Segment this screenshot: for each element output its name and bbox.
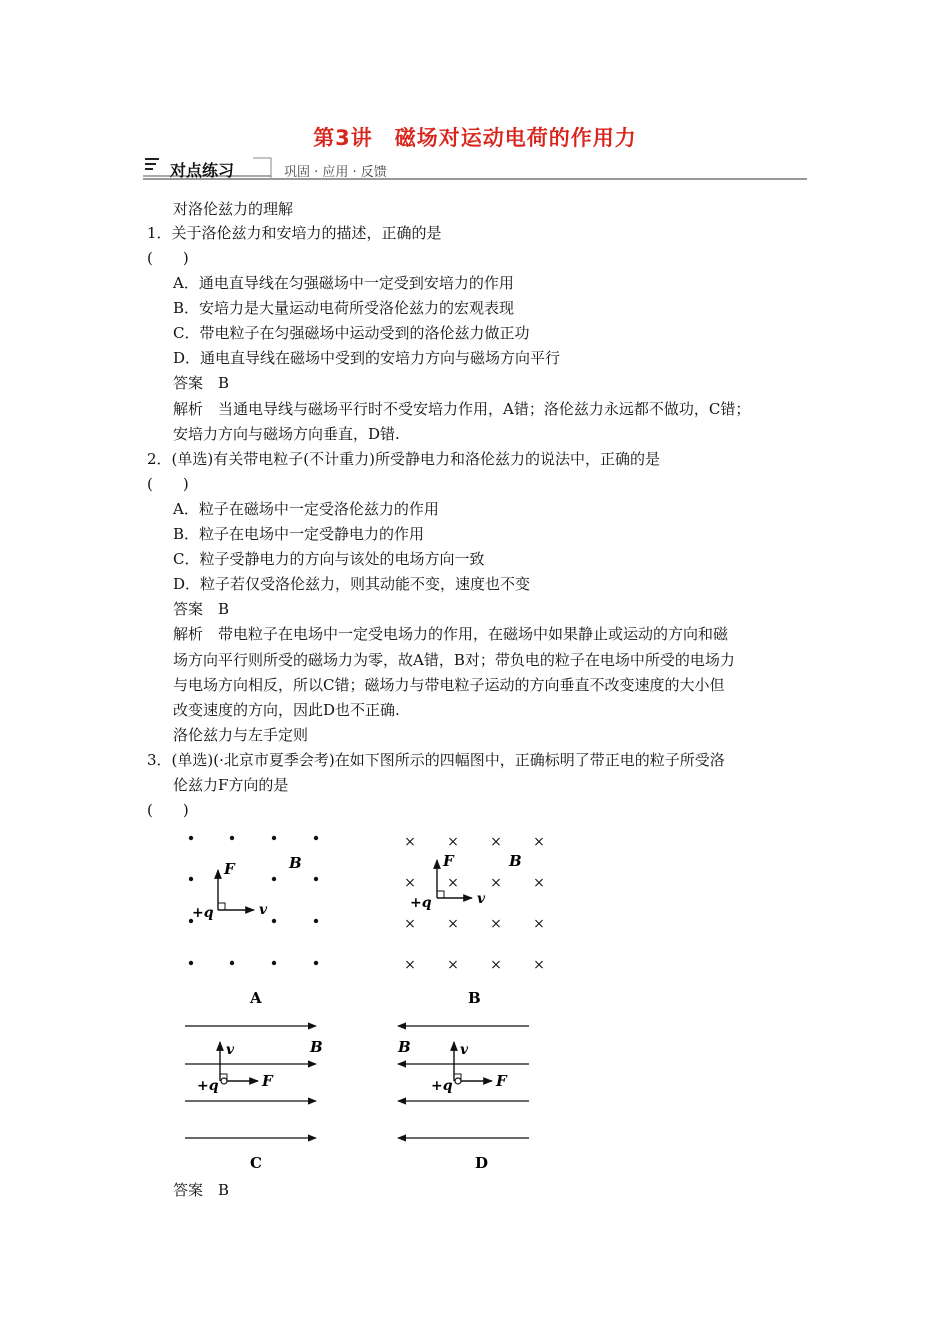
label-up: v xyxy=(460,1042,469,1058)
field-label: B xyxy=(310,1038,323,1056)
svg-text:×: × xyxy=(447,875,459,891)
q1-option-b: B．安培力是大量运动电荷所受洛伦兹力的宏观表现 xyxy=(173,299,515,317)
label-right: v xyxy=(259,902,268,918)
figure-caption: A xyxy=(250,989,262,1007)
q2-option-b: B．粒子在电场中一定受静电力的作用 xyxy=(173,525,425,543)
svg-text:×: × xyxy=(490,916,502,932)
svg-text:×: × xyxy=(404,834,416,850)
charge-label: +q xyxy=(192,905,214,921)
charge-dot xyxy=(455,1078,461,1084)
q2-option-d: D．粒子若仅受洛伦兹力，则其动能不变，速度也不变 xyxy=(173,575,531,593)
figure-b xyxy=(404,834,545,1007)
svg-text:×: × xyxy=(490,957,502,973)
svg-text:×: × xyxy=(447,916,459,932)
q2-paren: ( ) xyxy=(147,475,189,493)
field-label: B xyxy=(289,854,302,872)
q1-stem: 1．关于洛伦兹力和安培力的描述，正确的是 xyxy=(147,224,442,242)
q1-option-c: C．带电粒子在匀强磁场中运动受到的洛伦兹力做正功 xyxy=(173,324,530,342)
section-heading-1: 对洛伦兹力的理解 xyxy=(173,200,294,218)
svg-text:×: × xyxy=(533,916,545,932)
figure-c xyxy=(185,1026,323,1172)
svg-text:×: × xyxy=(533,875,545,891)
q3-paren: ( ) xyxy=(147,801,189,819)
q1-answer: 答案 B xyxy=(173,374,230,392)
label-up: F xyxy=(443,852,454,870)
figure-caption: C xyxy=(250,1154,262,1172)
q3-stem-line1: 3．(单选)(·北京市夏季会考)在如下图所示的四幅图中，正确标明了带正电的粒子所受洛 xyxy=(147,751,725,769)
q2-stem: 2．(单选)有关带电粒子(不计重力)所受静电力和洛伦兹力的说法中，正确的是 xyxy=(147,450,660,468)
charge-label: +q xyxy=(410,895,432,911)
svg-text:×: × xyxy=(490,875,502,891)
q3-answer: 答案 B xyxy=(173,1181,230,1199)
q1-paren: ( ) xyxy=(147,249,189,267)
svg-text:×: × xyxy=(447,957,459,973)
label-right: F xyxy=(496,1072,507,1090)
figure-caption: B xyxy=(468,989,481,1007)
q2-option-c: C．粒子受静电力的方向与该处的电场方向一致 xyxy=(173,550,485,568)
charge-label: +q xyxy=(197,1078,219,1094)
figure-a xyxy=(189,836,318,1007)
q2-analysis-4: 改变速度的方向，因此D也不正确. xyxy=(173,701,400,719)
q2-analysis-3: 与电场方向相反，所以C错；磁场力与带电粒子运动的方向垂直不改变速度的大小但 xyxy=(173,676,725,694)
q1-analysis-1: 解析 当通电导线与磁场平行时不受安培力作用，A错；洛伦兹力永远都不做功，C错； xyxy=(173,400,751,418)
figure-caption: D xyxy=(475,1154,489,1172)
banner-subtitle: 巩固 · 应用 · 反馈 xyxy=(284,165,387,180)
label-right: v xyxy=(477,891,486,907)
q1-analysis-2: 安培力方向与磁场方向垂直，D错. xyxy=(173,425,400,443)
svg-text:×: × xyxy=(404,875,416,891)
banner-label: 对点练习 xyxy=(170,161,235,180)
charge-dot xyxy=(221,1078,227,1084)
field-label: B xyxy=(398,1038,411,1056)
label-right: F xyxy=(262,1072,273,1090)
svg-text:×: × xyxy=(447,834,459,850)
figure-d xyxy=(397,1026,529,1172)
svg-text:×: × xyxy=(404,957,416,973)
label-up: v xyxy=(226,1042,235,1058)
svg-text:×: × xyxy=(533,834,545,850)
svg-text:×: × xyxy=(404,916,416,932)
charge-label: +q xyxy=(431,1078,453,1094)
q3-stem-line2: 伦兹力F方向的是 xyxy=(173,776,289,794)
label-up: F xyxy=(224,860,235,878)
q2-option-a: A．粒子在磁场中一定受洛伦兹力的作用 xyxy=(173,500,439,518)
page-title: 第3讲 磁场对运动电荷的作用力 xyxy=(313,126,637,150)
section-heading-2: 洛伦兹力与左手定则 xyxy=(173,726,309,744)
q1-option-a: A．通电直导线在匀强磁场中一定受到安培力的作用 xyxy=(173,274,514,292)
field-label: B xyxy=(509,852,522,870)
q2-analysis-2: 场方向平行则所受的磁场力为零，故A错，B对；带负电的粒子在电场中所受的电场力 xyxy=(173,651,735,669)
q2-analysis-1: 解析 带电粒子在电场中一定受电场力的作用，在磁场中如果静止或运动的方向和磁 xyxy=(173,625,729,643)
svg-text:×: × xyxy=(490,834,502,850)
q2-answer: 答案 B xyxy=(173,600,230,618)
q1-option-d: D．通电直导线在磁场中受到的安培力方向与磁场方向平行 xyxy=(173,349,561,367)
svg-text:×: × xyxy=(533,957,545,973)
